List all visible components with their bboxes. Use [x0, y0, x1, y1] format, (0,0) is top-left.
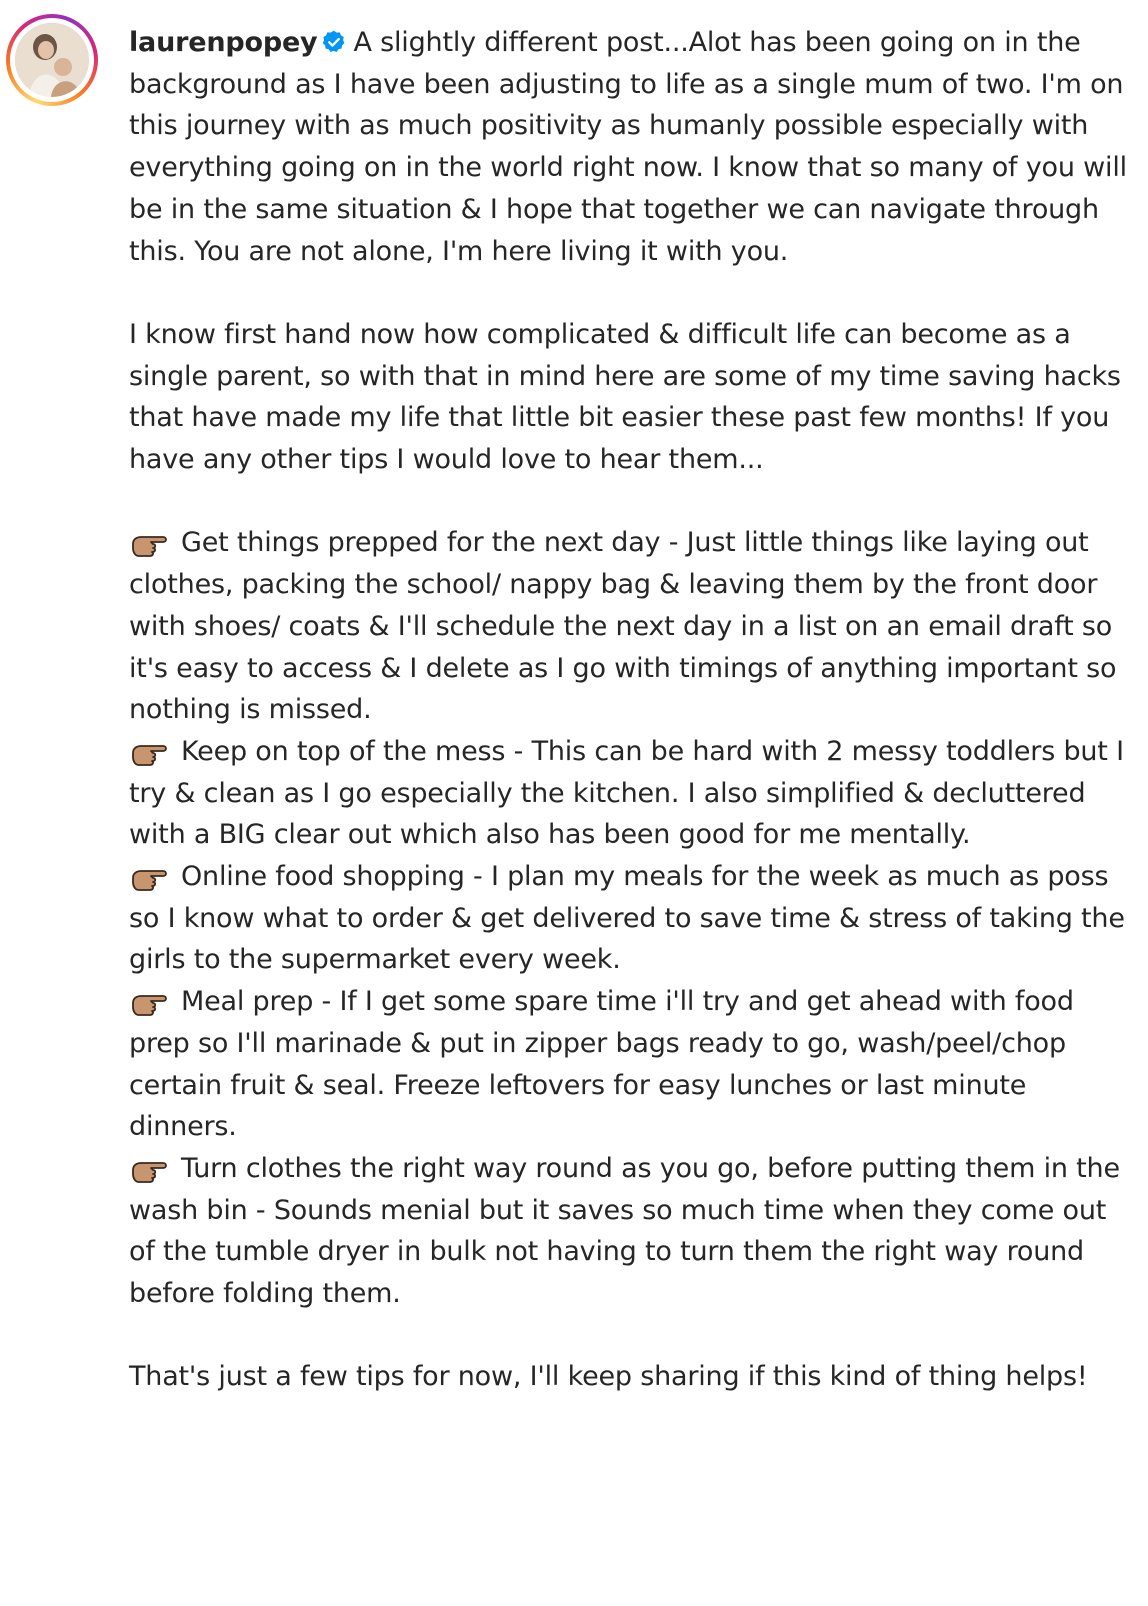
tip-item: [129, 1148, 1129, 1315]
paragraph-gap: [129, 272, 1129, 314]
context-paragraph: I know first hand now how complicated & difficult life can become as a single parent, so with that in mind here are some of my time saving hacks that have made my life that little bit easier these past few months! If you have any other tips I would love to hear them...: [129, 318, 1121, 476]
intro-text: A slightly different post...Alot has been going on in the background as I have been adjusting to life as a single mum of two. I'm on this journey with as much positivity as humanly possible especially with everything going on in the world right now. I know that so many of you will be in the same situation & I hope that together we can navigate through this. You are not alone, I'm here living it with you.: [129, 27, 1127, 267]
tip-item: [129, 981, 1129, 1148]
pointing-hand-icon: [129, 989, 171, 1017]
caption: [129, 22, 1129, 1398]
tip-text: Get things prepped for the next day - Just little things like laying out clothes, packing the school/ nappy bag & leaving them by the front door with shoes/ coats & I'll schedule the next day in a list on an email draft so it's easy to access & I delete as I go with timings of anything important so nothing is missed.: [129, 527, 1117, 726]
closing-paragraph: That's just a few tips for now, I'll keep sharing if this kind of thing helps!: [129, 1361, 1088, 1393]
pointing-hand-icon: [129, 530, 171, 558]
tip-text: Keep on top of the mess - This can be hard with 2 messy toddlers but I try & clean as I go especially the kitchen. I also simplified & decluttered with a BIG clear out which also has been good for me mentally.: [129, 735, 1124, 851]
verified-badge-icon: [321, 29, 347, 55]
tip-text: Meal prep - If I get some spare time i'll try and get ahead with food prep so I'll marinade & put in zipper bags ready to go, wash/peel/chop certain fruit & seal. Freeze leftovers for easy lunches or last minute dinners.: [129, 986, 1074, 1143]
pointing-hand-icon: [129, 864, 171, 892]
pointing-hand-icon: [129, 1156, 171, 1184]
paragraph-gap: [129, 481, 1129, 523]
avatar-frame: [10, 18, 94, 102]
story-ring[interactable]: [6, 14, 98, 106]
username-link[interactable]: laurenpopey: [129, 27, 318, 58]
tip-item: [129, 731, 1129, 856]
tip-text: Turn clothes the right way round as you go, before putting them in the wash bin - Sounds menial but it saves so much time when they come out of the tumble dryer in bulk not having to turn them the right way round before folding them.: [129, 1152, 1120, 1310]
avatar-photo: [15, 23, 89, 97]
pointing-hand-icon: [129, 739, 171, 767]
avatar[interactable]: [15, 23, 89, 97]
intro-paragraph: [129, 22, 1129, 272]
tip-item: [129, 856, 1129, 981]
tip-item: [129, 522, 1129, 731]
tip-text: Online food shopping - I plan my meals for the week as much as poss so I know what to order & get delivered to save time & stress of taking the girls to the supermarket every week.: [129, 861, 1125, 976]
paragraph-gap: [129, 1315, 1129, 1357]
